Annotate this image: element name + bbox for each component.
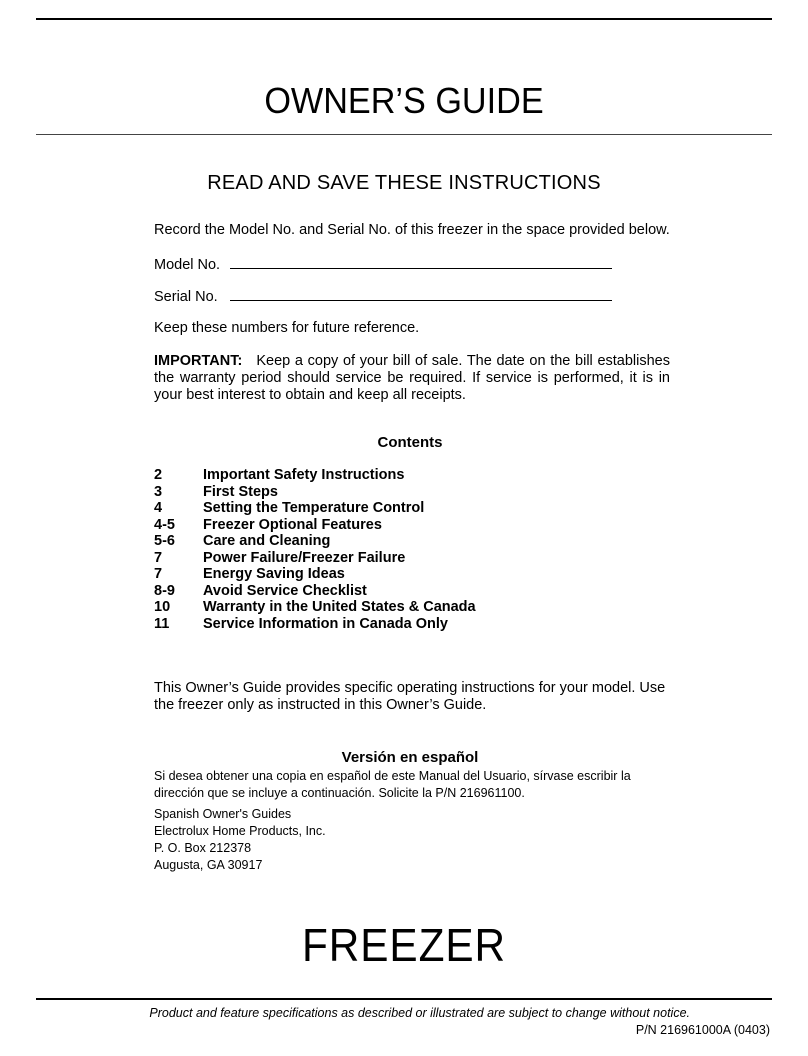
- important-text: Keep a copy of your bill of sale. The date on the bill establishes the warranty period should service be required. If service is performed, it is in your best interest to obtain and keep all receipts.: [154, 353, 670, 403]
- toc-page: 5-6: [154, 533, 175, 549]
- page-title: OWNER’S GUIDE: [264, 80, 544, 121]
- toc-page: 7: [154, 566, 163, 582]
- footer-disclaimer: Product and feature specifications as described or illustrated are subject to change without notice.: [149, 1006, 690, 1020]
- spanish-text: Si desea obtener una copia en español de este Manual del Usuario, sírvase escribir la dirección que se incluye a continuación. Solicite la P/N 216961100.: [154, 769, 631, 800]
- serial-number-line[interactable]: [230, 288, 612, 301]
- serial-number-field[interactable]: [154, 288, 612, 305]
- address-line: Spanish Owner's Guides: [154, 807, 292, 821]
- toc-item: [154, 583, 476, 600]
- toc-page: 8-9: [154, 582, 175, 599]
- toc-title: Avoid Service Checklist: [203, 582, 367, 599]
- product-name: FREEZER: [302, 919, 506, 971]
- toc-item: [154, 533, 476, 550]
- bottom-rule: [36, 998, 772, 1000]
- toc-item: [154, 484, 476, 501]
- toc-title: Service Information in Canada Only: [203, 615, 448, 632]
- model-number-line[interactable]: [230, 256, 612, 269]
- title-rule: [36, 134, 772, 135]
- contents-heading: Contents: [377, 434, 443, 451]
- toc-item: [154, 517, 476, 534]
- model-number-field[interactable]: [154, 256, 612, 273]
- toc-item: [154, 467, 476, 484]
- toc-item: [154, 616, 476, 633]
- keep-note: Keep these numbers for future reference.: [154, 320, 420, 336]
- toc-title: Setting the Temperature Control: [203, 500, 425, 516]
- address-line: Electrolux Home Products, Inc.: [154, 824, 326, 838]
- toc-title: Warranty in the United States & Canada: [203, 599, 476, 615]
- address-line: P. O. Box 212378: [154, 841, 252, 855]
- toc-title: Energy Saving Ideas: [203, 566, 345, 582]
- instructions-subtitle: READ AND SAVE THESE INSTRUCTIONS: [207, 172, 601, 194]
- important-label: IMPORTANT:: [154, 353, 243, 369]
- toc-title: First Steps: [203, 483, 278, 500]
- toc-title: Power Failure/Freezer Failure: [203, 549, 406, 566]
- toc-page: 10: [154, 599, 171, 615]
- toc-page: 7: [154, 549, 163, 566]
- toc-item: [154, 599, 476, 616]
- toc-title: Freezer Optional Features: [203, 516, 382, 533]
- mailing-address: [154, 806, 326, 874]
- toc-page: 4-5: [154, 516, 175, 533]
- important-notice: [154, 353, 670, 404]
- part-number: P/N 216961000A (0403): [635, 1023, 770, 1037]
- toc-page: 3: [154, 483, 163, 500]
- toc-item: [154, 500, 476, 517]
- serial-number-label: Serial No.: [154, 289, 218, 305]
- toc-title: Important Safety Instructions: [203, 467, 405, 483]
- record-intro: Record the Model No. and Serial No. of this freezer in the space provided below.: [154, 222, 670, 238]
- toc-page: 2: [154, 467, 163, 483]
- model-number-label: Model No.: [154, 257, 221, 273]
- toc-title: Care and Cleaning: [203, 533, 331, 549]
- top-rule: [36, 18, 772, 20]
- address-line: Augusta, GA 30917: [154, 858, 263, 872]
- spanish-heading: Versión en español: [341, 749, 479, 766]
- toc-page: 4: [154, 500, 163, 516]
- toc-item: [154, 566, 476, 583]
- table-of-contents: [154, 467, 476, 632]
- guide-note: This Owner’s Guide provides specific operating instructions for your model. Use the freezer only as instructed in this Owner’s Guide.: [154, 680, 666, 713]
- toc-item: [154, 550, 476, 567]
- toc-page: 11: [154, 615, 170, 632]
